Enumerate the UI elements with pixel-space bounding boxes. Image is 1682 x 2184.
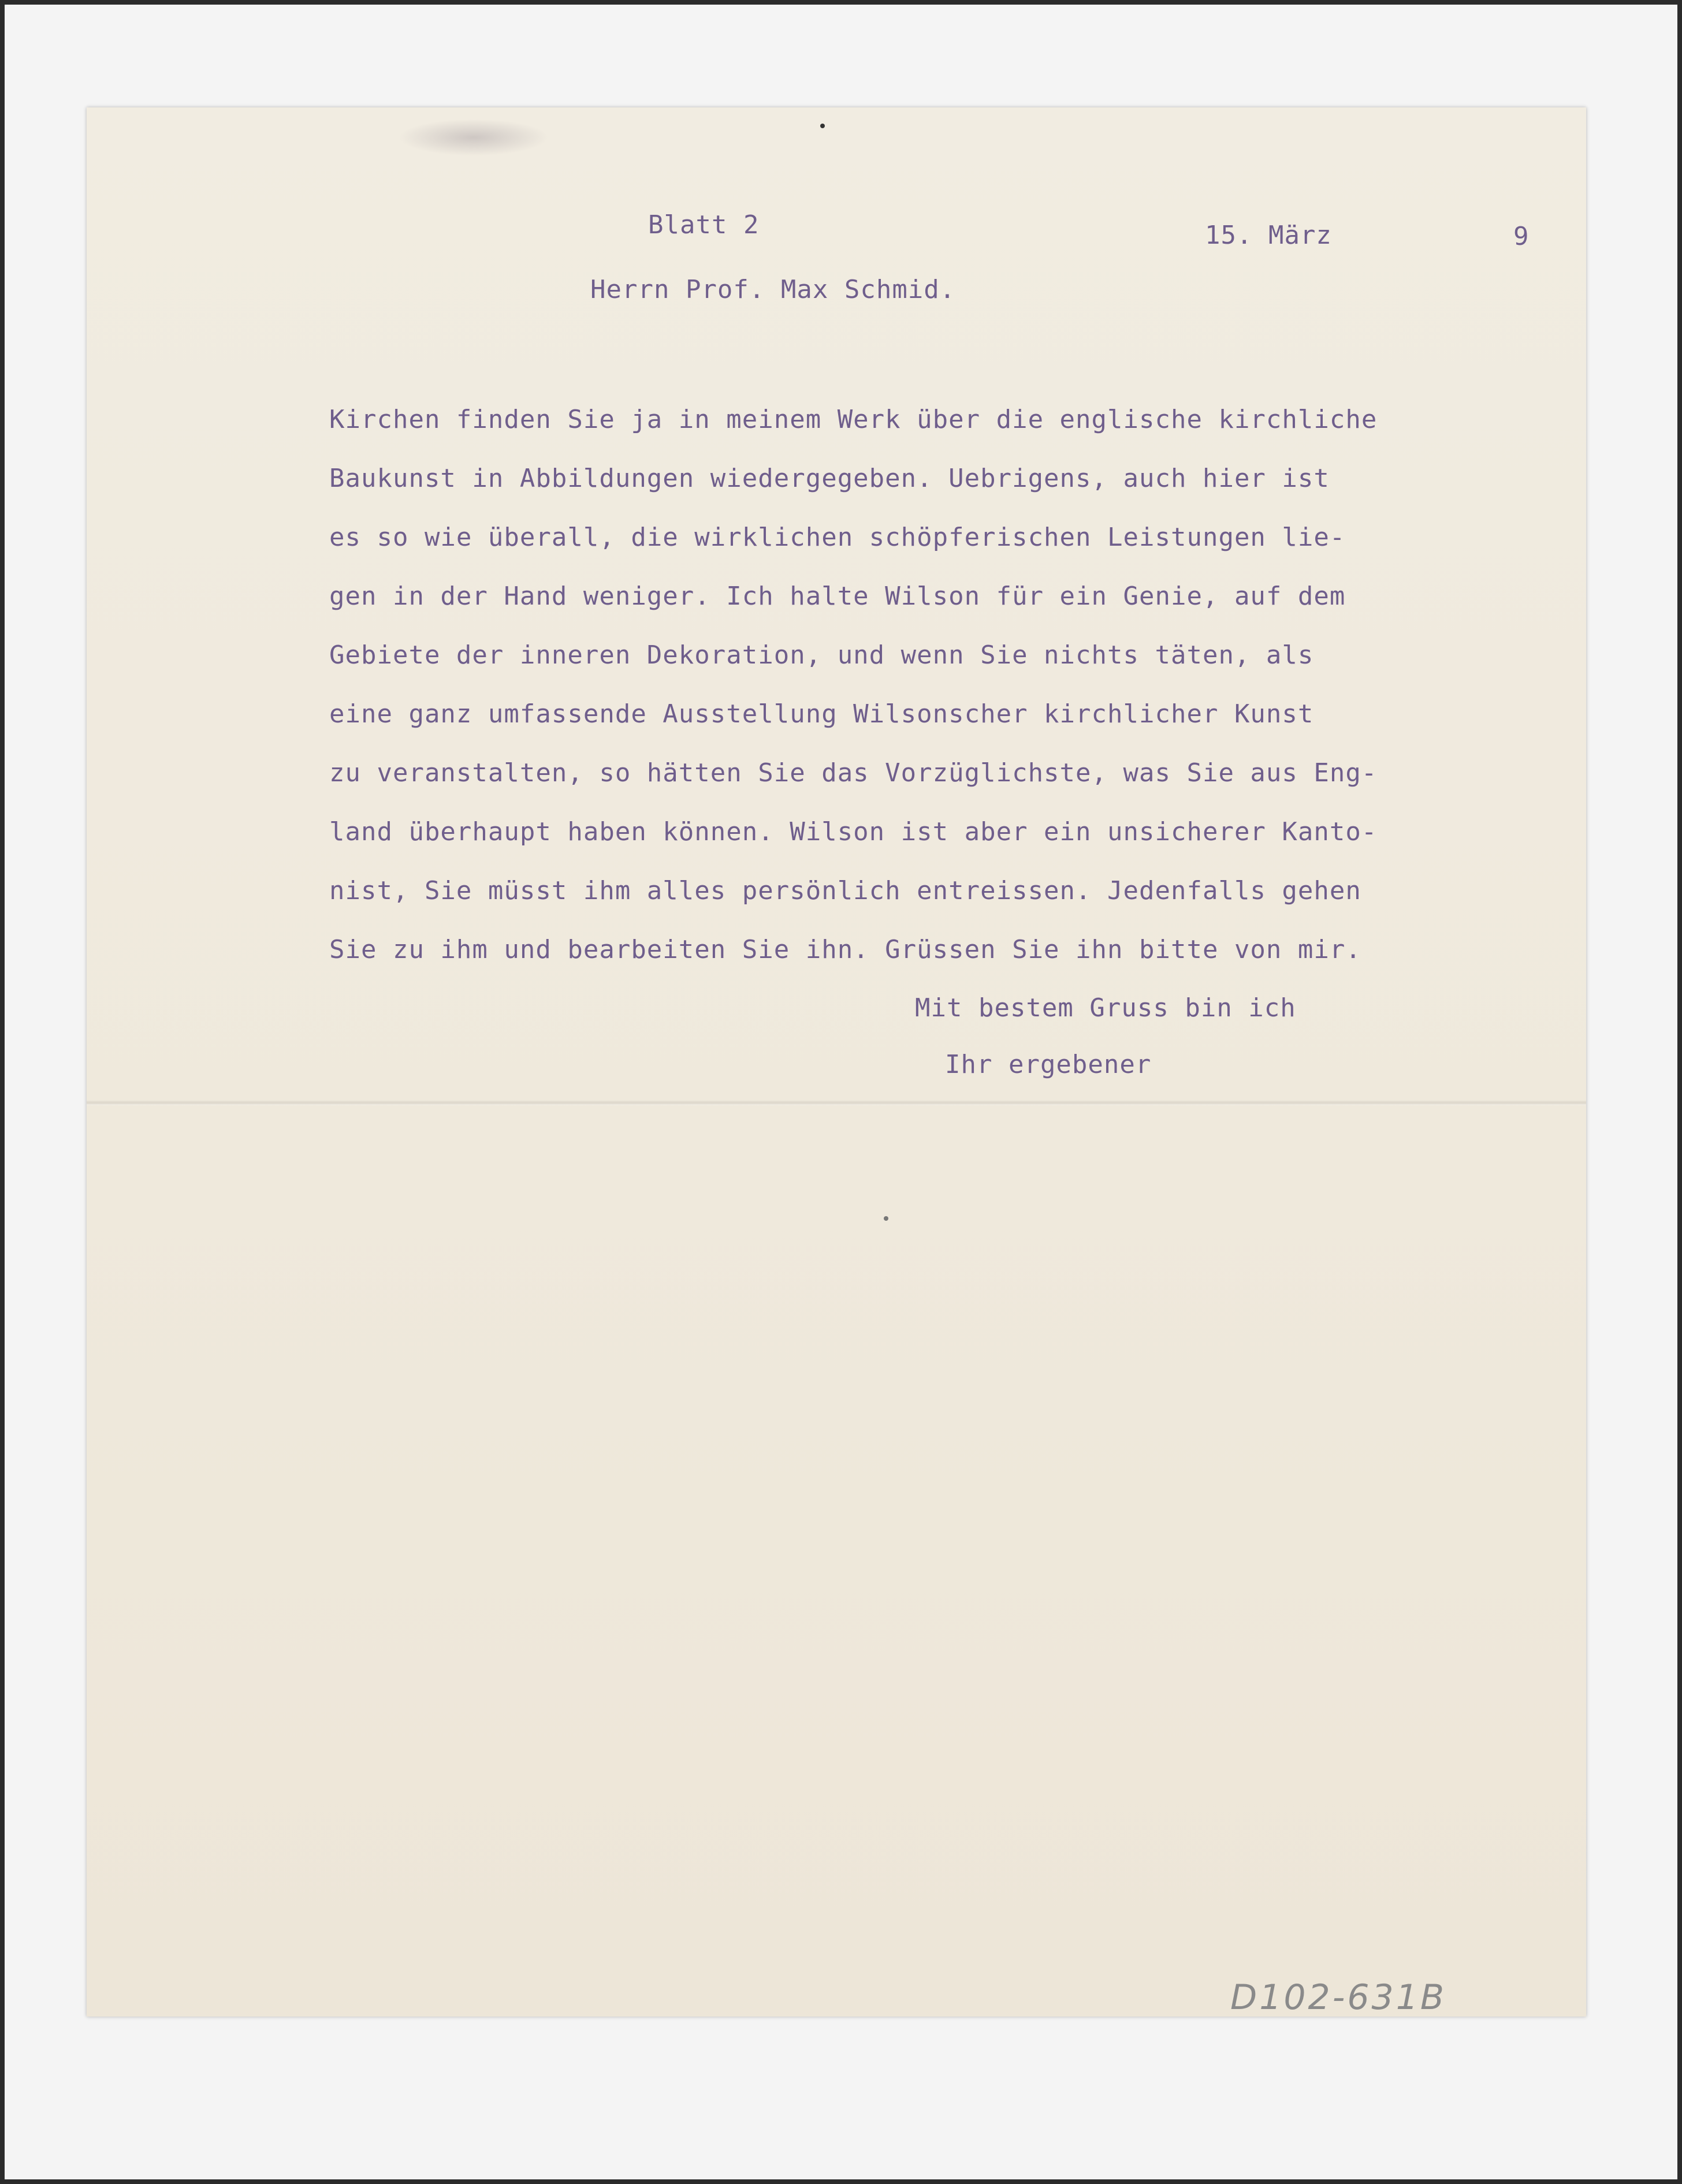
body-line: es so wie überall, die wirklichen schöpferischen Leistungen lie- (329, 523, 1346, 552)
body-line: nist, Sie müsst ihm alles persönlich entreissen. Jedenfalls gehen (329, 876, 1361, 905)
body-line: Kirchen finden Sie ja in meinem Werk über die englische kirchliche (329, 405, 1378, 434)
closing-line: Mit bestem Gruss bin ich (915, 993, 1296, 1023)
recipient-line: Herrn Prof. Max Schmid. (590, 275, 956, 304)
body-line: gen in der Hand weniger. Ich halte Wilson für ein Genie, auf dem (329, 582, 1346, 611)
letter-body (329, 390, 1542, 979)
frame-edge-top (0, 0, 1682, 5)
body-line: eine ganz umfassende Ausstellung Wilsonscher kirchlicher Kunst (329, 699, 1314, 729)
body-line: Gebiete der inneren Dekoration, und wenn Sie nichts täten, als (329, 640, 1314, 670)
frame-edge-right (1677, 0, 1682, 2184)
paper-speck (884, 1216, 888, 1221)
archive-mark: D102-631B (1230, 1977, 1447, 2018)
frame-edge-bottom (0, 2179, 1682, 2184)
body-line: zu veranstalten, so hätten Sie das Vorzüglichste, was Sie aus Eng- (329, 758, 1378, 788)
body-line: Sie zu ihm und bearbeiten Sie ihn. Grüssen Sie ihn bitte von mir. (329, 935, 1361, 964)
frame-edge-left (0, 0, 5, 2184)
page-number: 9 (1513, 222, 1530, 251)
page-label: Blatt 2 (648, 210, 760, 240)
signoff-line: Ihr ergebener (945, 1050, 1152, 1079)
paper-speck (820, 124, 825, 128)
paper-fold (87, 1101, 1586, 1105)
body-line: land überhaupt haben können. Wilson ist aber ein unsicherer Kanto- (329, 817, 1378, 847)
ink-smudge (399, 119, 549, 156)
letter-date: 15. März (1205, 221, 1332, 250)
letter-page (87, 107, 1586, 2017)
body-line: Baukunst in Abbildungen wiedergegeben. Uebrigens, auch hier ist (329, 464, 1330, 493)
